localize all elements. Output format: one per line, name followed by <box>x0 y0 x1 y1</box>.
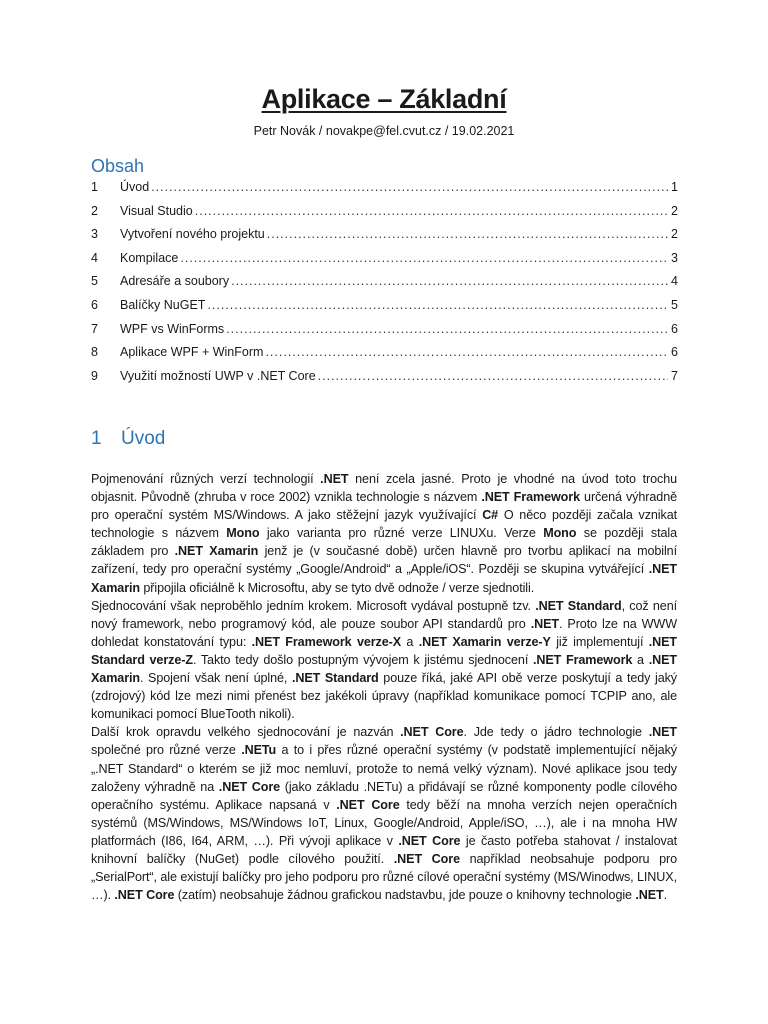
toc-item-label: Úvod <box>120 180 150 194</box>
text-run: například neobsahuje podporu pro „SerialPort“, ale existují balíčky pro jeho podporu pro různé cílové operační systémy (MS/Winodws, LINUX, …). <box>91 851 677 903</box>
toc-item-page: 3 <box>671 250 678 265</box>
toc-leader-dots <box>151 180 668 194</box>
bold-term: .NET Core <box>336 797 400 812</box>
toc-item-number: 6 <box>91 297 98 312</box>
bold-term: Mono <box>226 526 260 541</box>
bold-term: .NET Standard <box>535 598 622 613</box>
text-run: společné pro různé verze <box>91 743 242 758</box>
toc-item-label: Vytvoření nového projektu <box>120 227 265 242</box>
toc-leader-dots <box>180 251 668 265</box>
text-run: určená výhradně pro operační systém MS/Windows. A jako stěžejní jazyk využívající <box>91 490 677 523</box>
bold-term: .NET <box>648 725 677 740</box>
toc-item-label: WPF vs WinForms <box>120 321 225 336</box>
text-run: jenž je (v současné době) určen hlavně pro tvorbu aplikací na mobilní zařízení, tedy pro operační systémy „Google/Android“ a „Apple/iOS“. Později se skupina vytvářející <box>91 544 677 577</box>
text-run: připojila oficiálně k Microsoftu, aby se tyto dvě odnože / verze sjednotili. <box>140 580 535 595</box>
toc-item-page: 7 <box>671 368 678 383</box>
toc-item-page: 5 <box>671 297 678 312</box>
text-run: a <box>401 634 419 649</box>
toc-item[interactable] <box>91 180 678 204</box>
toc-leader-dots <box>226 322 668 336</box>
bold-term: .NET Framework <box>532 652 633 667</box>
bold-term: .NETu <box>241 743 277 758</box>
toc-item[interactable] <box>91 251 678 275</box>
toc-heading: Obsah <box>91 156 145 176</box>
body-paragraph <box>91 597 677 724</box>
bold-term: .NET Core <box>218 779 281 794</box>
toc-item-number: 9 <box>91 368 98 383</box>
toc-item-label: Kompilace <box>120 250 179 265</box>
bold-term: .NET Xamarin <box>91 652 678 686</box>
text-run: . Proto lze na WWW dohledat konstatování typu: <box>91 616 678 649</box>
bold-term: .NET Standard <box>291 671 379 686</box>
section-heading <box>91 428 165 450</box>
text-run: . Jde tedy o jádro technologie <box>463 725 649 740</box>
bold-term: Mono <box>543 526 577 541</box>
document-title: Aplikace – Základní <box>261 84 507 114</box>
text-run: a to i přes různé operační systémy (v podstatě implementující nějaký „.NET Standard“ o kterém se již moc nemluví, protože to nemá velký význam). Nové aplikace jsou tedy založeny výhradně na <box>91 743 677 794</box>
bold-term: .NET Core <box>398 833 461 848</box>
text-run: . <box>663 888 668 903</box>
text-run: je často potřeba stahovat / instalovat knihovní balíčky (NuGet) podle cílového použití. <box>91 833 677 866</box>
toc-leader-dots <box>265 345 668 359</box>
text-run: (zatím) neobsahuje žádnou grafickou nadstavbu, jde pouze o knihovny technologie <box>174 888 636 903</box>
toc-item-number: 7 <box>91 321 98 336</box>
bold-term: .NET Core <box>400 725 464 740</box>
bold-term: .NET Xamarin <box>91 562 677 595</box>
section-body <box>91 470 677 904</box>
text-run: pouze říká, jaké API obě verze poskytují a tedy jaký (zdrojový) kód lze mezi nimi přenést bez jakékoli úpravy (například komunikace pomocí TCPIP ano, ale komunikaci pomocí BlueTooth nikoli). <box>91 671 677 722</box>
toc-item[interactable] <box>91 204 678 228</box>
toc-item-number: 4 <box>91 250 98 265</box>
toc-leader-dots <box>231 274 668 288</box>
toc-item-number: 8 <box>91 345 98 360</box>
toc-leader-dots <box>318 369 668 383</box>
toc-item-label: Visual Studio <box>120 203 193 218</box>
text-run: , což není nový framework, nebo programový kód, ale pouze soubor API standardů pro <box>91 598 678 631</box>
bold-term: .NET Xamarin verze-Y <box>418 634 551 649</box>
section-number: 1 <box>91 428 102 449</box>
toc-item-label: Aplikace WPF + WinForm <box>120 345 264 360</box>
bold-term: .NET <box>530 616 559 631</box>
toc-item-page: 2 <box>671 203 678 218</box>
bold-term: .NET Core <box>114 888 175 903</box>
toc-item-page: 1 <box>671 180 678 194</box>
text-run: Další krok opravdu velkého sjednocování je nazván <box>91 725 401 740</box>
toc-item[interactable] <box>91 274 678 298</box>
text-run: již implementují <box>550 634 649 649</box>
text-run: tedy běží na mnoha verzích nejen operačních systémů (MS/Windows, MS/Windows IoT, Linux, Google/Android, Apple/iSO, …), ale i na mnoha HW platformách (I86, I64, ARM, …). Při vývoji aplikace v <box>91 797 677 848</box>
toc-leader-dots <box>207 298 668 312</box>
document-subtitle: Petr Novák / novakpe@fel.cvut.cz / 19.02.2021 <box>253 124 515 138</box>
bold-term: .NET Framework <box>481 490 580 505</box>
bold-term: .NET Standard verze-Z <box>91 634 678 667</box>
toc-item-number: 2 <box>91 203 98 218</box>
bold-term: .NET <box>635 888 664 903</box>
body-paragraph <box>91 723 677 904</box>
text-run: (jako základu .NETu) a přidávají se různé komponenty podle cílového operačního systému. Aplikace napsaná v <box>91 779 678 812</box>
bold-term: .NET <box>320 472 349 486</box>
toc-item[interactable] <box>91 298 678 322</box>
text-run: . Spojení však není úplné, <box>140 671 292 686</box>
toc-item-page: 2 <box>671 227 678 242</box>
toc-item-number: 5 <box>91 274 98 289</box>
toc-item-label: Adresáře a soubory <box>120 274 230 289</box>
toc-item-label: Využití možností UWP v .NET Core <box>120 368 316 383</box>
toc-item[interactable] <box>91 227 678 251</box>
bold-term: C# <box>482 508 499 523</box>
toc-item[interactable] <box>91 322 678 346</box>
text-run: . Takto tedy došlo postupným vývojem k jistému sjednocení <box>192 652 533 667</box>
toc-item[interactable] <box>91 345 678 369</box>
text-run: a <box>632 652 649 667</box>
table-of-contents <box>91 180 678 392</box>
toc-item-page: 4 <box>671 274 678 289</box>
toc-item[interactable] <box>91 369 678 393</box>
body-paragraph <box>91 470 677 597</box>
text-run: O něco později začala vznikat technologie s názvem <box>91 508 677 541</box>
toc-leader-dots <box>195 204 668 218</box>
toc-item-number: 3 <box>91 227 98 242</box>
toc-item-number: 1 <box>91 180 98 194</box>
toc-item-label: Balíčky NuGET <box>120 297 206 312</box>
text-run: se později stala základem pro <box>91 526 678 559</box>
text-run: není zcela jasné. Proto je vhodné na úvod toto trochu objasnit. Původně (zhruba v roce 2002) vznikla technologie s názvem <box>91 472 677 505</box>
bold-term: .NET Core <box>393 851 460 866</box>
bold-term: .NET Xamarin <box>174 544 259 559</box>
text-run: jako varianta pro různé verze LINUXu. Verze <box>259 526 544 541</box>
bold-term: .NET Framework verze-X <box>251 634 402 649</box>
text-run: Pojmenování různých verzí technologií <box>91 472 321 486</box>
toc-item-page: 6 <box>671 321 678 336</box>
section-title: Úvod <box>121 428 166 449</box>
toc-item-page: 6 <box>671 345 678 360</box>
text-run: Sjednocování však neproběhlo jedním krokem. Microsoft vydával postupně tzv. <box>91 598 536 613</box>
toc-leader-dots <box>267 227 668 241</box>
